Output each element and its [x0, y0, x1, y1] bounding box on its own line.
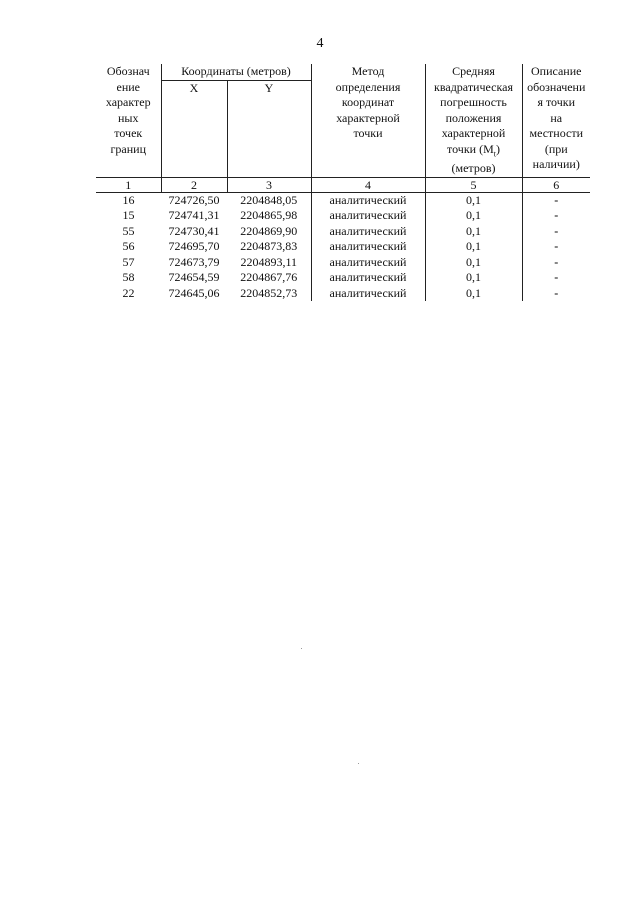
method-cell: аналитический — [311, 286, 425, 302]
description-cell: - — [522, 224, 590, 240]
scan-speck — [358, 763, 359, 764]
header-method: Метод определения координат характерной точки — [311, 64, 425, 177]
scan-speck — [301, 648, 302, 649]
table-row — [96, 255, 590, 271]
y-cell: 2204869,90 — [240, 223, 298, 238]
column-number-row — [96, 177, 590, 192]
description-cell: - — [522, 286, 590, 302]
y-cell: 2204852,73 — [240, 285, 298, 300]
header-coordinates: Координаты (метров) — [161, 64, 311, 80]
table-row — [96, 239, 590, 255]
column-number: 6 — [522, 177, 590, 192]
column-number: 2 — [161, 177, 227, 192]
column-number: 1 — [96, 177, 161, 192]
table-row — [96, 286, 590, 302]
method-cell: аналитический — [311, 208, 425, 224]
y-cell: 2204867,76 — [240, 270, 298, 285]
method-cell: аналитический — [311, 192, 425, 208]
table-row — [96, 192, 590, 208]
accuracy-cell: 0,1 — [425, 239, 522, 255]
accuracy-cell: 0,1 — [425, 270, 522, 286]
point-cell: 15 — [122, 208, 135, 223]
header-y: Y — [227, 80, 311, 177]
coordinates-table — [96, 64, 590, 301]
description-cell: - — [522, 270, 590, 286]
description-cell: - — [522, 255, 590, 271]
method-cell: аналитический — [311, 255, 425, 271]
accuracy-cell: 0,1 — [425, 208, 522, 224]
description-cell: - — [522, 239, 590, 255]
y-cell: 2204893,11 — [240, 254, 298, 269]
header-point-label: Обознач ение характер ных точек границ — [96, 64, 161, 177]
y-cell: 2204873,83 — [240, 239, 298, 254]
method-cell: аналитический — [311, 224, 425, 240]
header-accuracy: Средняя квадратическая погрешность положения характерной точки $(M_t)$ (метров) — [425, 64, 522, 177]
x-cell: 724673,79 — [168, 254, 220, 269]
x-cell: 724695,70 — [168, 239, 220, 254]
table-row — [96, 270, 590, 286]
point-cell: 55 — [122, 223, 135, 238]
x-cell: 724730,41 — [168, 223, 220, 238]
page-number: 4 — [316, 36, 324, 51]
description-cell: - — [522, 208, 590, 224]
accuracy-cell: 0,1 — [425, 224, 522, 240]
x-cell: 724726,50 — [168, 192, 220, 207]
x-cell: 724741,31 — [168, 208, 220, 223]
point-cell: 56 — [122, 239, 135, 254]
column-number: 5 — [425, 177, 522, 192]
point-cell: 16 — [122, 192, 135, 207]
accuracy-cell: 0,1 — [425, 192, 522, 208]
header-x: X — [161, 80, 227, 177]
accuracy-cell: 0,1 — [425, 286, 522, 302]
table-row — [96, 208, 590, 224]
accuracy-cell: 0,1 — [425, 255, 522, 271]
column-number: 4 — [311, 177, 425, 192]
point-cell: 22 — [122, 285, 135, 300]
table-row — [96, 224, 590, 240]
x-cell: 724654,59 — [168, 270, 220, 285]
description-cell: - — [522, 192, 590, 208]
method-cell: аналитический — [311, 239, 425, 255]
method-cell: аналитический — [311, 270, 425, 286]
point-cell: 57 — [122, 254, 135, 269]
point-cell: 58 — [122, 270, 135, 285]
header-description: Описание обозначени я точки на местности (при наличии) — [527, 64, 586, 171]
y-cell: 2204848,05 — [240, 192, 298, 207]
y-cell: 2204865,98 — [240, 208, 298, 223]
x-cell: 724645,06 — [168, 285, 220, 300]
column-number: 3 — [227, 177, 311, 192]
